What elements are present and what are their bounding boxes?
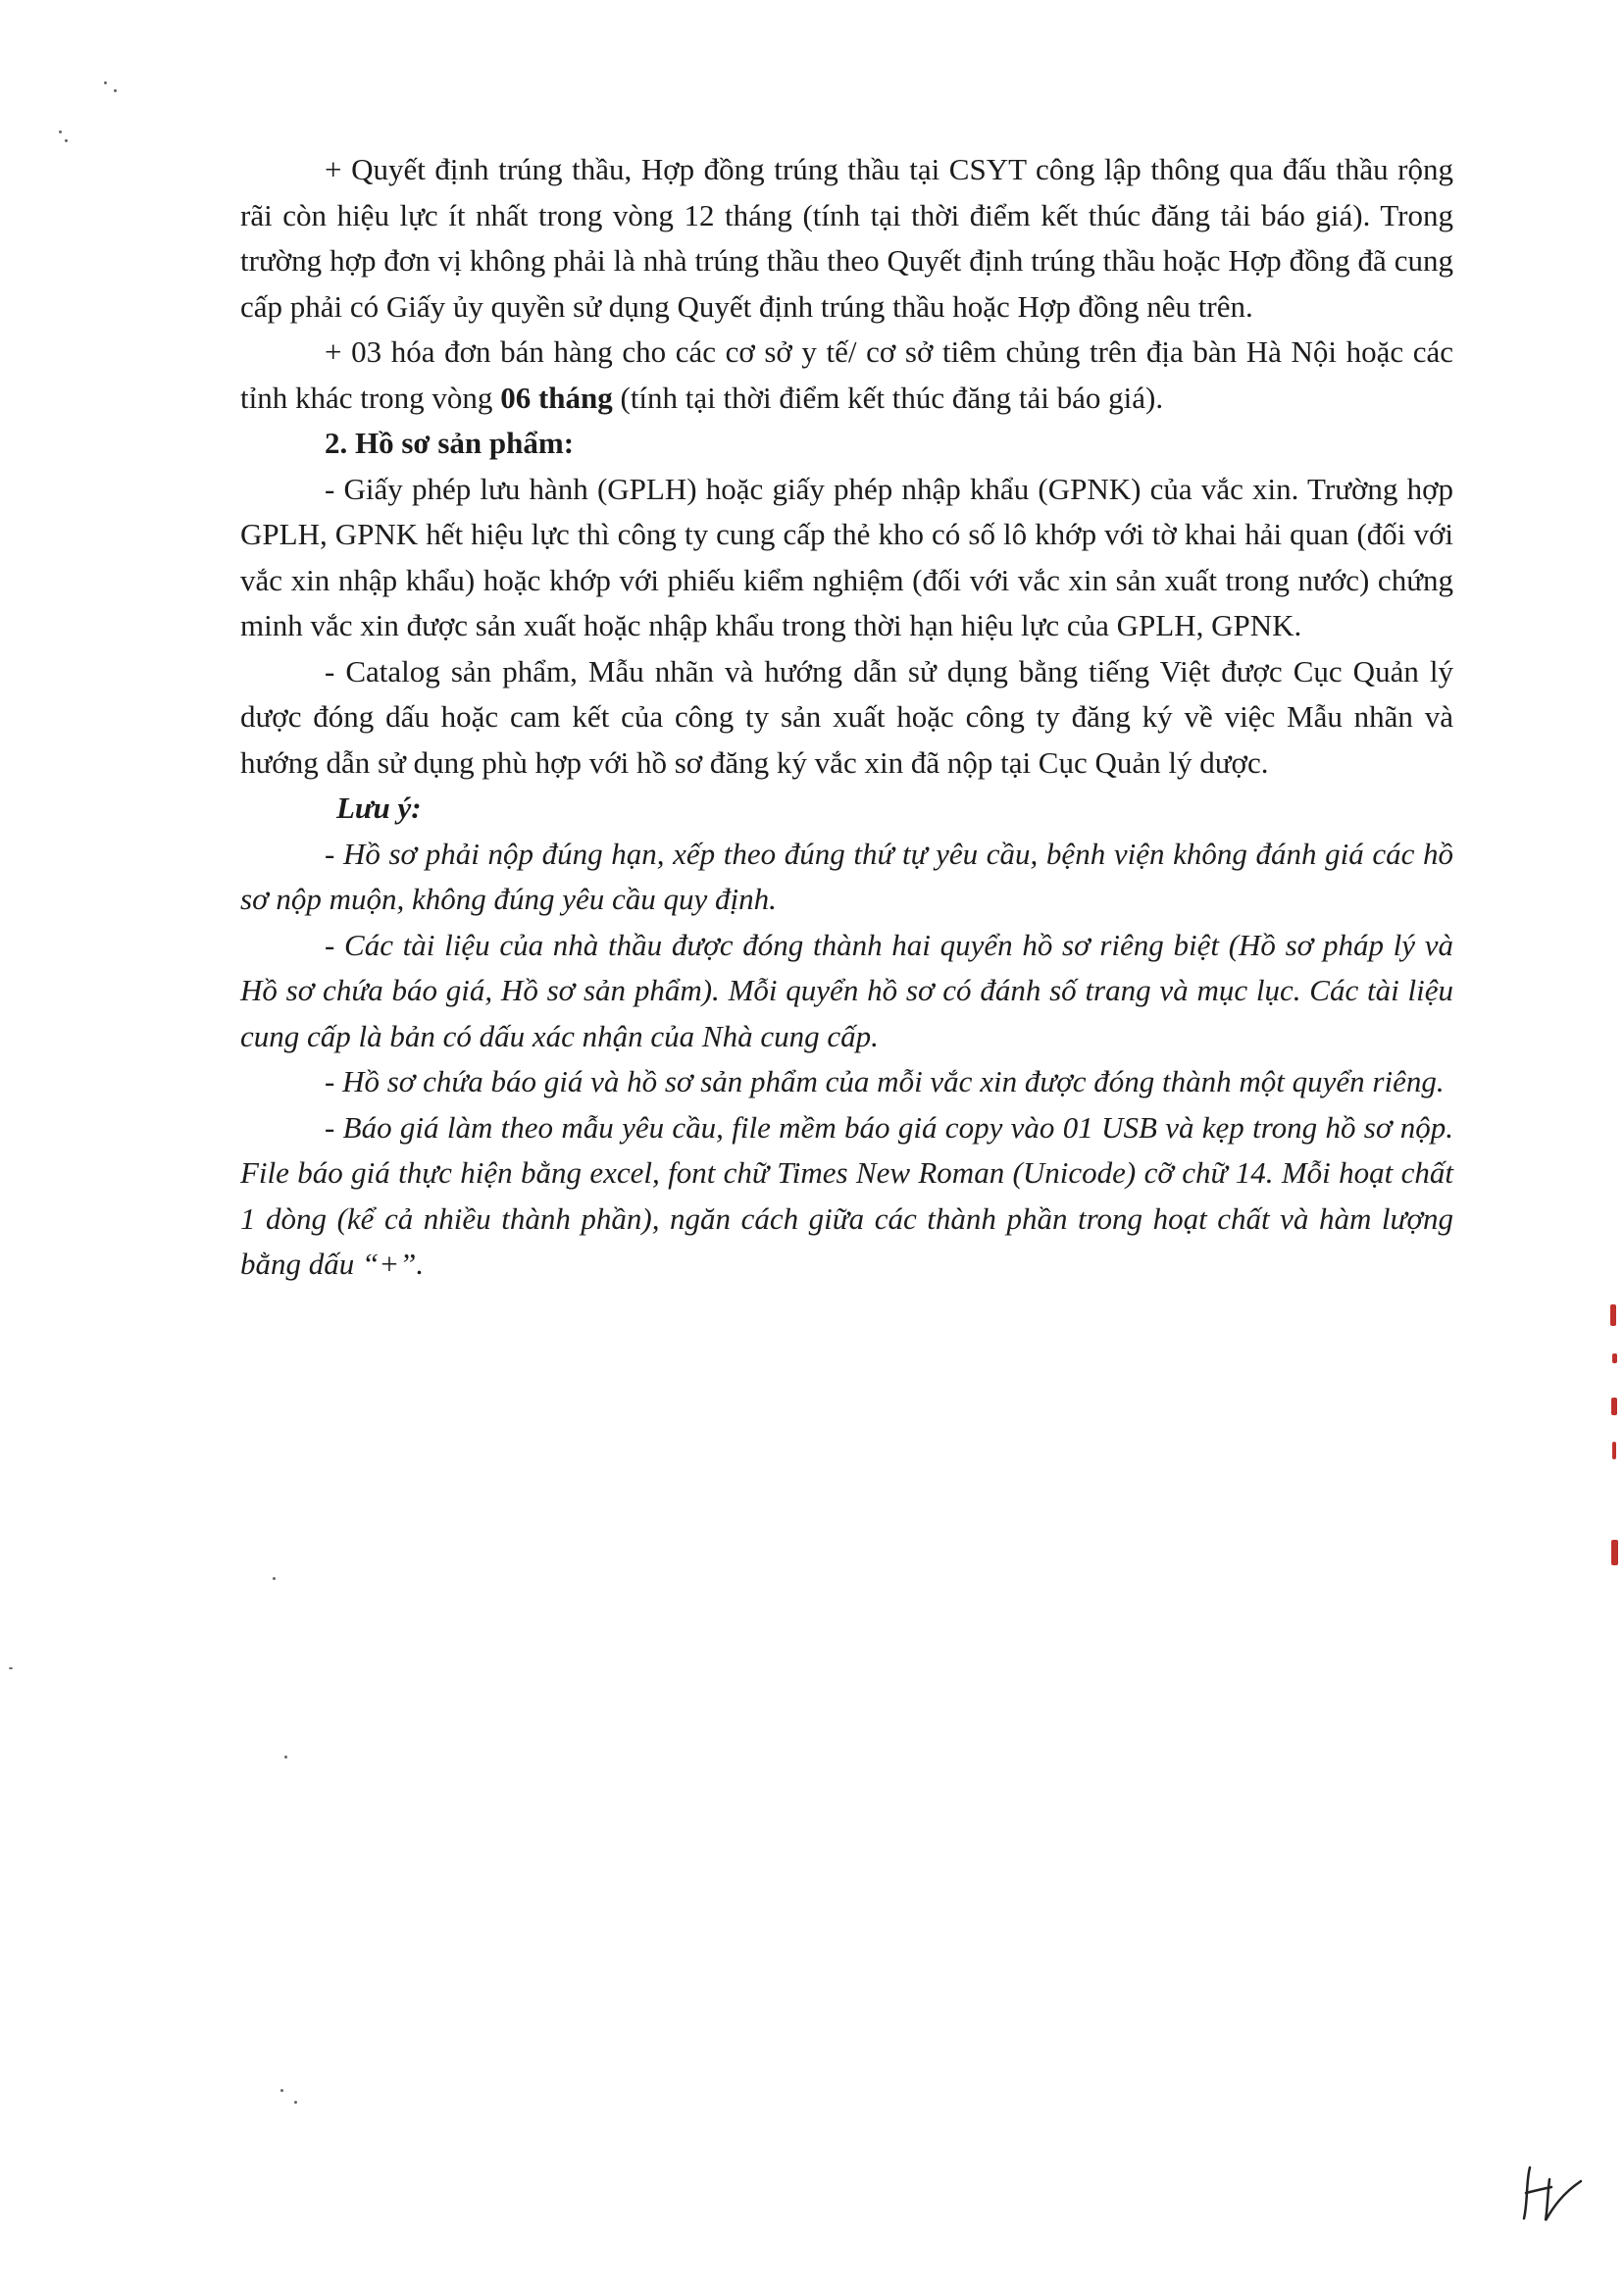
paragraph-decision: + Quyết định trúng thầu, Hợp đồng trúng thầu tại CSYT công lập thông qua đấu thầu rộng rãi còn hiệu lực ít nhất trong vòng 12 tháng (tính tại thời điểm kết thúc đăng tải báo giá). Trong trường hợp đơn vị không phải là nhà trúng thầu theo Quyết định trúng thầu hoặc Hợp đồng đã cung cấp phải có Giấy ủy quyền sử dụng Quyết định trúng thầu hoặc Hợp đồng nêu trên. [240, 152, 1453, 324]
invoices-text-end: (tính tại thời điểm kết thúc đăng tải báo giá). [612, 380, 1164, 415]
paragraph-invoices [240, 330, 1453, 421]
note-item-quote-format: - Báo giá làm theo mẫu yêu cầu, file mềm báo giá copy vào 01 USB và kẹp trong hồ sơ nộp. File báo giá thực hiện bằng excel, font chữ Times New Roman (Unicode) cỡ chữ 14. Mỗi hoạt chất 1 dòng (kể cả nhiều thành phần), ngăn cách giữa các thành phần trong hoạt chất và hàm lượng bằng dấu “+”. [240, 1109, 1453, 1281]
scan-speck [114, 89, 117, 92]
scan-speck [59, 130, 62, 133]
edge-mark [1612, 1442, 1616, 1459]
edge-mark [1611, 1398, 1617, 1415]
edge-mark [1611, 1540, 1618, 1565]
note-item-deadline: - Hồ sơ phải nộp đúng hạn, xếp theo đúng thứ tự yêu cầu, bệnh viện không đánh giá các hồ sơ nộp muộn, không đúng yêu cầu quy định. [240, 836, 1453, 916]
scan-speck [104, 81, 107, 84]
scan-speck [294, 2101, 297, 2104]
section-heading-product-dossier: 2. Hồ sơ sản phẩm: [325, 426, 575, 460]
scan-speck [280, 2089, 283, 2092]
scan-speck [65, 139, 68, 142]
edge-mark [1610, 1304, 1616, 1326]
handwritten-initials [1518, 2158, 1587, 2226]
edge-mark [1612, 1353, 1617, 1363]
document-body [240, 147, 1453, 1288]
note-heading: Lưu ý: [336, 790, 422, 825]
invoices-text-start: + 03 hóa đơn bán hàng cho các cơ sở y tế/ cơ sở tiêm chủng trên địa bàn Hà Nội hoặc các tỉnh khác trong vòng [240, 334, 1453, 415]
scan-speck [284, 1756, 287, 1759]
note-item-binding: - Các tài liệu của nhà thầu được đóng thành hai quyển hồ sơ riêng biệt (Hồ sơ pháp lý và Hồ sơ chứa báo giá, Hồ sơ sản phẩm). Mỗi quyển hồ sơ có đánh số trang và mục lục. Các tài liệu cung cấp là bản có dấu xác nhận của Nhà cung cấp. [240, 927, 1453, 1053]
paragraph-catalog: - Catalog sản phẩm, Mẫu nhãn và hướng dẫn sử dụng bằng tiếng Việt được Cục Quản lý dược đóng dấu hoặc cam kết của công ty sản xuất hoặc công ty đăng ký về việc Mẫu nhãn và hướng dẫn sử dụng phù hợp với hồ sơ đăng ký vắc xin đã nộp tại Cục Quản lý dược. [240, 653, 1453, 780]
scan-speck [273, 1577, 276, 1580]
edge-stamp-marks [1604, 1295, 1624, 1589]
note-item-separate-volume: - Hồ sơ chứa báo giá và hồ sơ sản phẩm của mỗi vắc xin được đóng thành một quyển riêng. [325, 1064, 1445, 1098]
invoices-period: 06 tháng [500, 380, 613, 415]
paragraph-license: - Giấy phép lưu hành (GPLH) hoặc giấy phép nhập khẩu (GPNK) của vắc xin. Trường hợp GPLH, GPNK hết hiệu lực thì công ty cung cấp thẻ kho có số lô khớp với tờ khai hải quan (đối với vắc xin nhập khẩu) hoặc khớp với phiếu kiểm nghiệm (đối với vắc xin sản xuất trong nước) chứng minh vắc xin được sản xuất hoặc nhập khẩu trong thời hạn hiệu lực của GPLH, GPNK. [240, 471, 1453, 642]
scan-speck [9, 1667, 13, 1669]
